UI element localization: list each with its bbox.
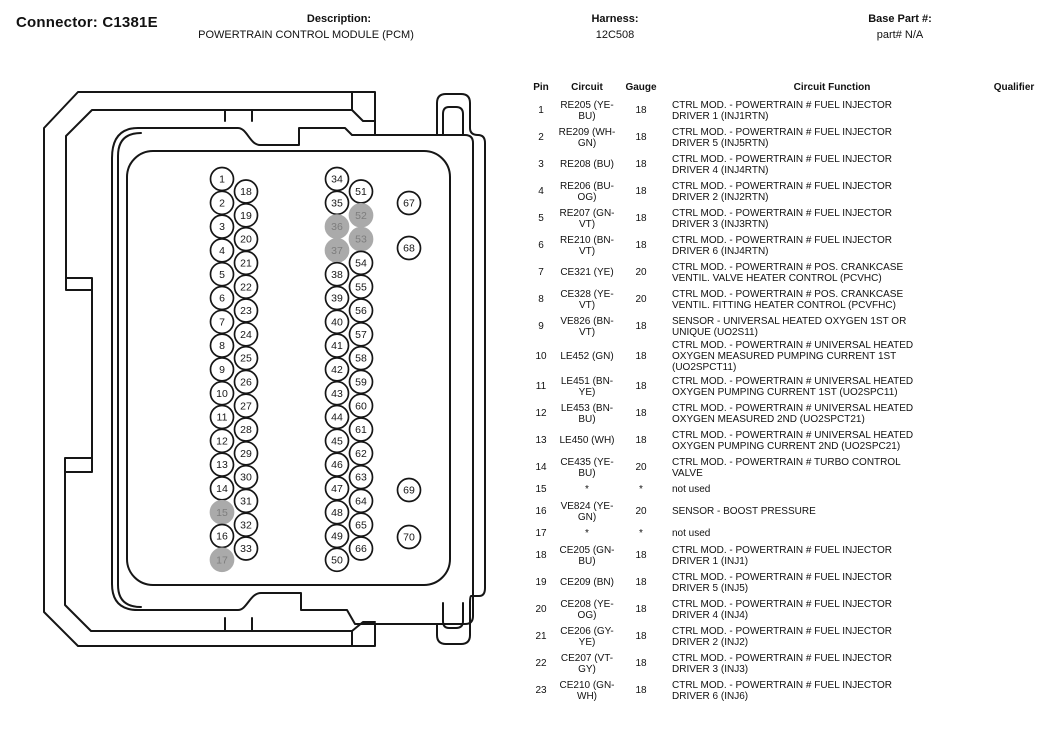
base-part-value: part# N/A	[876, 29, 924, 41]
pin-cell: 14	[535, 462, 547, 473]
pin-number: 57	[355, 328, 367, 341]
pin-number: 56	[355, 305, 367, 318]
circuit-cell: CE210 (GN-WH)	[559, 679, 615, 702]
pin-cell: 17	[535, 528, 547, 539]
pin-number: 48	[331, 506, 343, 519]
pin-number: 40	[331, 316, 343, 329]
column-header-pin: Pin	[533, 82, 549, 93]
pinout-table	[526, 82, 1054, 704]
table-row-pin-21	[526, 623, 1054, 650]
gauge-cell: 20	[635, 267, 647, 278]
pin-number: 23	[240, 305, 252, 318]
table-row-pin-12	[526, 400, 1054, 427]
pin-number: 20	[240, 233, 252, 246]
column-header-qualifier: Qualifier	[993, 82, 1035, 93]
gauge-cell: 18	[635, 213, 647, 224]
pin-number: 36	[331, 221, 343, 234]
circuit-cell: CE206 (GY-YE)	[560, 625, 614, 648]
circuit-cell: RE206 (BU-OG)	[560, 180, 614, 203]
gauge-cell: 18	[635, 159, 647, 170]
pin-number: 7	[219, 316, 225, 329]
function-cell: CTRL MOD. - POWERTRAIN # FUEL INJECTOR DRIVER 6 (INJ6)	[672, 679, 893, 702]
pin-number: 50	[331, 554, 343, 567]
connector-face-diagram	[35, 88, 525, 658]
gauge-cell: 18	[635, 408, 647, 419]
pin-cell: 4	[538, 186, 544, 197]
function-cell: CTRL MOD. - POWERTRAIN # FUEL INJECTOR DRIVER 5 (INJ5RTN)	[672, 126, 893, 149]
gauge-cell: 18	[635, 577, 647, 588]
function-cell: CTRL MOD. - POWERTRAIN # FUEL INJECTOR DRIVER 6 (INJ4RTN)	[672, 234, 893, 257]
function-cell: CTRL MOD. - POWERTRAIN # FUEL INJECTOR DRIVER 4 (INJ4RTN)	[672, 153, 893, 176]
circuit-cell: CE205 (GN-BU)	[559, 544, 615, 567]
pin-number: 60	[355, 400, 367, 413]
gauge-cell: 18	[635, 685, 647, 696]
pin-number: 42	[331, 364, 343, 376]
table-row-pin-4	[526, 178, 1054, 205]
function-cell: CTRL MOD. - POWERTRAIN # FUEL INJECTOR DRIVER 4 (INJ4)	[672, 598, 893, 621]
pin-number: 46	[331, 459, 343, 472]
table-row-pin-17	[526, 525, 1054, 542]
pin-number: 31	[240, 495, 252, 508]
pin-number: 37	[331, 245, 343, 257]
gauge-cell: 18	[635, 631, 647, 642]
circuit-cell: CE328 (YE-VT)	[560, 288, 614, 311]
function-cell: CTRL MOD. - POWERTRAIN # TURBO CONTROL VALVE	[672, 456, 901, 479]
pin-grid	[211, 168, 421, 572]
pin-number: 3	[219, 221, 225, 234]
connector-outer-outline	[44, 92, 485, 646]
pin-cell: 7	[538, 267, 544, 278]
pin-number: 59	[355, 376, 367, 389]
pin-cell: 16	[535, 506, 547, 517]
harness-value: 12C508	[595, 29, 635, 41]
circuit-cell: RE207 (GN-VT)	[559, 207, 615, 230]
table-row-pin-8	[526, 286, 1054, 313]
gauge-cell: 18	[635, 381, 647, 392]
circuit-cell: RE208 (BU)	[560, 159, 614, 170]
pin-number: 39	[331, 292, 343, 305]
description-value: POWERTRAIN CONTROL MODULE (PCM)	[198, 29, 414, 41]
pin-cell: 10	[535, 351, 547, 362]
circuit-cell: LE452 (GN)	[560, 351, 614, 362]
circuit-cell: VE826 (BN-VT)	[560, 315, 614, 338]
function-cell: CTRL MOD. - POWERTRAIN # FUEL INJECTOR DRIVER 2 (INJ2RTN)	[672, 180, 893, 203]
pin-number: 30	[240, 471, 252, 484]
circuit-cell: LE450 (WH)	[559, 435, 615, 446]
table-row-pin-11	[526, 373, 1054, 400]
pin-number: 4	[219, 245, 225, 257]
pin-number: 49	[331, 530, 343, 543]
function-cell: CTRL MOD. - POWERTRAIN # FUEL INJECTOR DRIVER 3 (INJ3RTN)	[672, 207, 893, 230]
pin-number: 47	[331, 483, 343, 495]
pin-number: 38	[331, 268, 343, 281]
bottom-center-ticks	[225, 618, 252, 631]
pin-number: 68	[403, 242, 415, 255]
function-cell: CTRL MOD. - POWERTRAIN # FUEL INJECTOR DRIVER 3 (INJ3)	[672, 652, 893, 675]
gauge-cell: 18	[635, 186, 647, 197]
circuit-cell: CE208 (YE-OG)	[560, 598, 614, 621]
pin-number: 64	[355, 495, 367, 508]
key-channel-top	[443, 107, 463, 135]
table-row-pin-3	[526, 151, 1054, 178]
pin-number: 26	[240, 376, 252, 389]
pin-cell: 11	[535, 381, 547, 392]
pin-number: 11	[216, 411, 228, 424]
pinout-table-header	[526, 82, 1054, 93]
pin-number: 9	[219, 364, 225, 376]
pin-number: 63	[355, 471, 367, 484]
pin-number: 35	[331, 197, 343, 210]
gauge-cell: 18	[635, 604, 647, 615]
pin-cell: 3	[538, 159, 544, 170]
circuit-cell: RE209 (WH-GN)	[558, 126, 616, 149]
pin-number: 13	[216, 459, 228, 472]
pin-number: 32	[240, 519, 252, 532]
pin-cell: 22	[535, 658, 547, 669]
table-row-pin-5	[526, 205, 1054, 232]
pin-number: 24	[240, 328, 252, 341]
table-row-pin-6	[526, 232, 1054, 259]
pin-cell: 6	[538, 240, 544, 251]
pin-number: 62	[355, 447, 367, 460]
gauge-cell: 18	[635, 435, 647, 446]
column-header-gauge: Gauge	[625, 82, 657, 93]
function-cell: SENSOR - BOOST PRESSURE	[672, 506, 816, 517]
function-cell: CTRL MOD. - POWERTRAIN # POS. CRANKCASE VENTIL. FITTING HEATER CONTROL (PCVFHC)	[672, 288, 904, 311]
pin-number: 66	[355, 543, 367, 556]
circuit-cell: CE321 (YE)	[560, 267, 614, 278]
pin-number: 61	[355, 424, 367, 437]
pin-number: 51	[355, 186, 367, 199]
table-row-pin-13	[526, 427, 1054, 454]
gauge-cell: *	[639, 528, 643, 539]
pin-number: 67	[403, 197, 415, 210]
pin-cell: 13	[535, 435, 547, 446]
pin-number: 45	[331, 435, 343, 448]
pin-cell: 23	[535, 685, 547, 696]
pin-cavity-outline	[127, 151, 450, 585]
circuit-cell: *	[585, 528, 589, 539]
pin-number: 41	[331, 340, 343, 353]
pin-cell: 18	[535, 550, 547, 561]
table-row-pin-16	[526, 498, 1054, 525]
pin-cell: 9	[538, 321, 544, 332]
pin-number: 8	[219, 340, 225, 353]
pin-cell: 19	[535, 577, 547, 588]
table-row-pin-9	[526, 313, 1054, 340]
table-row-pin-14	[526, 454, 1054, 481]
table-row-pin-20	[526, 596, 1054, 623]
gauge-cell: 18	[635, 550, 647, 561]
table-row-pin-23	[526, 677, 1054, 704]
pin-number: 5	[219, 268, 225, 281]
pin-number: 18	[240, 186, 252, 199]
pin-cell: 20	[535, 604, 547, 615]
pin-number: 27	[240, 400, 252, 413]
circuit-cell: RE210 (BN-VT)	[560, 234, 614, 257]
pin-number: 58	[355, 352, 367, 365]
pin-number: 2	[219, 197, 225, 210]
description-label: Description:	[306, 13, 372, 25]
pin-number: 44	[331, 411, 343, 424]
gauge-cell: 18	[635, 132, 647, 143]
pin-number: 15	[216, 506, 228, 519]
pin-number: 28	[240, 424, 252, 437]
table-row-pin-1	[526, 97, 1054, 124]
function-cell: CTRL MOD. - POWERTRAIN # FUEL INJECTOR DRIVER 5 (INJ5)	[672, 571, 893, 594]
pin-number: 1	[219, 173, 225, 186]
circuit-cell: CE435 (YE-BU)	[560, 456, 614, 479]
pin-number: 65	[355, 519, 367, 532]
gauge-cell: 20	[635, 294, 647, 305]
circuit-cell: LE451 (BN-YE)	[560, 375, 614, 398]
pin-number: 55	[355, 281, 367, 294]
circuit-cell: RE205 (YE-BU)	[560, 99, 614, 122]
function-cell: CTRL MOD. - POWERTRAIN # FUEL INJECTOR DRIVER 1 (INJ1RTN)	[672, 99, 893, 122]
gauge-cell: *	[639, 484, 643, 495]
left-notch-upper	[66, 278, 92, 290]
pin-cell: 21	[535, 631, 547, 642]
base-part-label: Base Part #:	[868, 13, 932, 25]
table-row-pin-19	[526, 569, 1054, 596]
table-row-pin-18	[526, 542, 1054, 569]
pin-cell: 5	[538, 213, 544, 224]
function-cell: not used	[672, 484, 711, 495]
column-header-function: Circuit Function	[793, 82, 871, 93]
pin-number: 10	[216, 387, 228, 400]
circuit-cell: VE824 (YE-GN)	[560, 500, 614, 523]
table-row-pin-2	[526, 124, 1054, 151]
pin-number: 43	[331, 387, 343, 400]
pin-number: 25	[240, 352, 252, 365]
pin-number: 52	[355, 209, 367, 222]
function-cell: CTRL MOD. - POWERTRAIN # POS. CRANKCASE VENTIL. VALVE HEATER CONTROL (PCVHC)	[672, 261, 904, 284]
function-cell: CTRL MOD. - POWERTRAIN # UNIVERSAL HEATED OXYGEN PUMPING CURRENT 2ND (UO2SPC21)	[672, 429, 914, 452]
gauge-cell: 18	[635, 658, 647, 669]
pin-number: 12	[216, 435, 228, 448]
function-cell: CTRL MOD. - POWERTRAIN # UNIVERSAL HEATED OXYGEN MEASURED PUMPING CURRENT 1ST (UO2SPCT11)	[672, 340, 914, 373]
pin-cell: 1	[538, 105, 544, 116]
gauge-cell: 20	[635, 506, 647, 517]
gauge-cell: 18	[635, 321, 647, 332]
shell-left-rim	[118, 133, 141, 607]
pin-cell: 8	[538, 294, 544, 305]
gauge-cell: 18	[635, 240, 647, 251]
gauge-cell: 20	[635, 462, 647, 473]
pin-number: 14	[216, 483, 228, 495]
circuit-cell: CE209 (BN)	[560, 577, 614, 588]
pin-cell: 2	[538, 132, 544, 143]
table-row-pin-22	[526, 650, 1054, 677]
function-cell: SENSOR - UNIVERSAL HEATED OXYGEN 1ST OR UNIQUE (UO2S11)	[672, 315, 907, 338]
table-row-pin-7	[526, 259, 1054, 286]
circuit-cell: LE453 (BN-BU)	[560, 402, 614, 425]
pinout-table-body	[526, 97, 1054, 704]
left-notch-lower	[65, 458, 92, 472]
pin-number: 22	[240, 281, 252, 294]
pin-number: 6	[219, 292, 225, 305]
harness-label: Harness:	[591, 13, 639, 25]
function-cell: CTRL MOD. - POWERTRAIN # FUEL INJECTOR DRIVER 2 (INJ2)	[672, 625, 893, 648]
function-cell: not used	[672, 528, 711, 539]
function-cell: CTRL MOD. - POWERTRAIN # UNIVERSAL HEATED OXYGEN MEASURED 2ND (UO2SPCT21)	[672, 402, 914, 425]
pin-number: 34	[331, 173, 343, 186]
pin-number: 17	[216, 554, 228, 567]
pin-cell: 12	[535, 408, 547, 419]
function-cell: CTRL MOD. - POWERTRAIN # UNIVERSAL HEATED OXYGEN PUMPING CURRENT 1ST (UO2SPC11)	[672, 375, 914, 398]
pin-number: 29	[240, 447, 252, 460]
circuit-cell: CE207 (VT-GY)	[560, 652, 614, 675]
table-row-pin-10	[526, 340, 1054, 373]
table-row-pin-15	[526, 481, 1054, 498]
pin-number: 33	[240, 543, 252, 556]
pin-number: 19	[240, 209, 252, 222]
gauge-cell: 18	[635, 105, 647, 116]
pin-number: 54	[355, 257, 367, 270]
circuit-cell: *	[585, 484, 589, 495]
pin-number: 70	[403, 531, 415, 544]
connector-id-title: Connector: C1381E	[16, 14, 158, 31]
pin-cell: 15	[535, 484, 547, 495]
pin-number: 21	[240, 257, 252, 270]
gauge-cell: 18	[635, 351, 647, 362]
pin-number: 69	[403, 484, 415, 497]
top-center-ticks	[225, 110, 252, 121]
function-cell: CTRL MOD. - POWERTRAIN # FUEL INJECTOR DRIVER 1 (INJ1)	[672, 544, 893, 567]
column-header-circuit: Circuit	[571, 82, 603, 93]
pin-number: 16	[216, 530, 228, 543]
pin-number: 53	[355, 233, 367, 246]
